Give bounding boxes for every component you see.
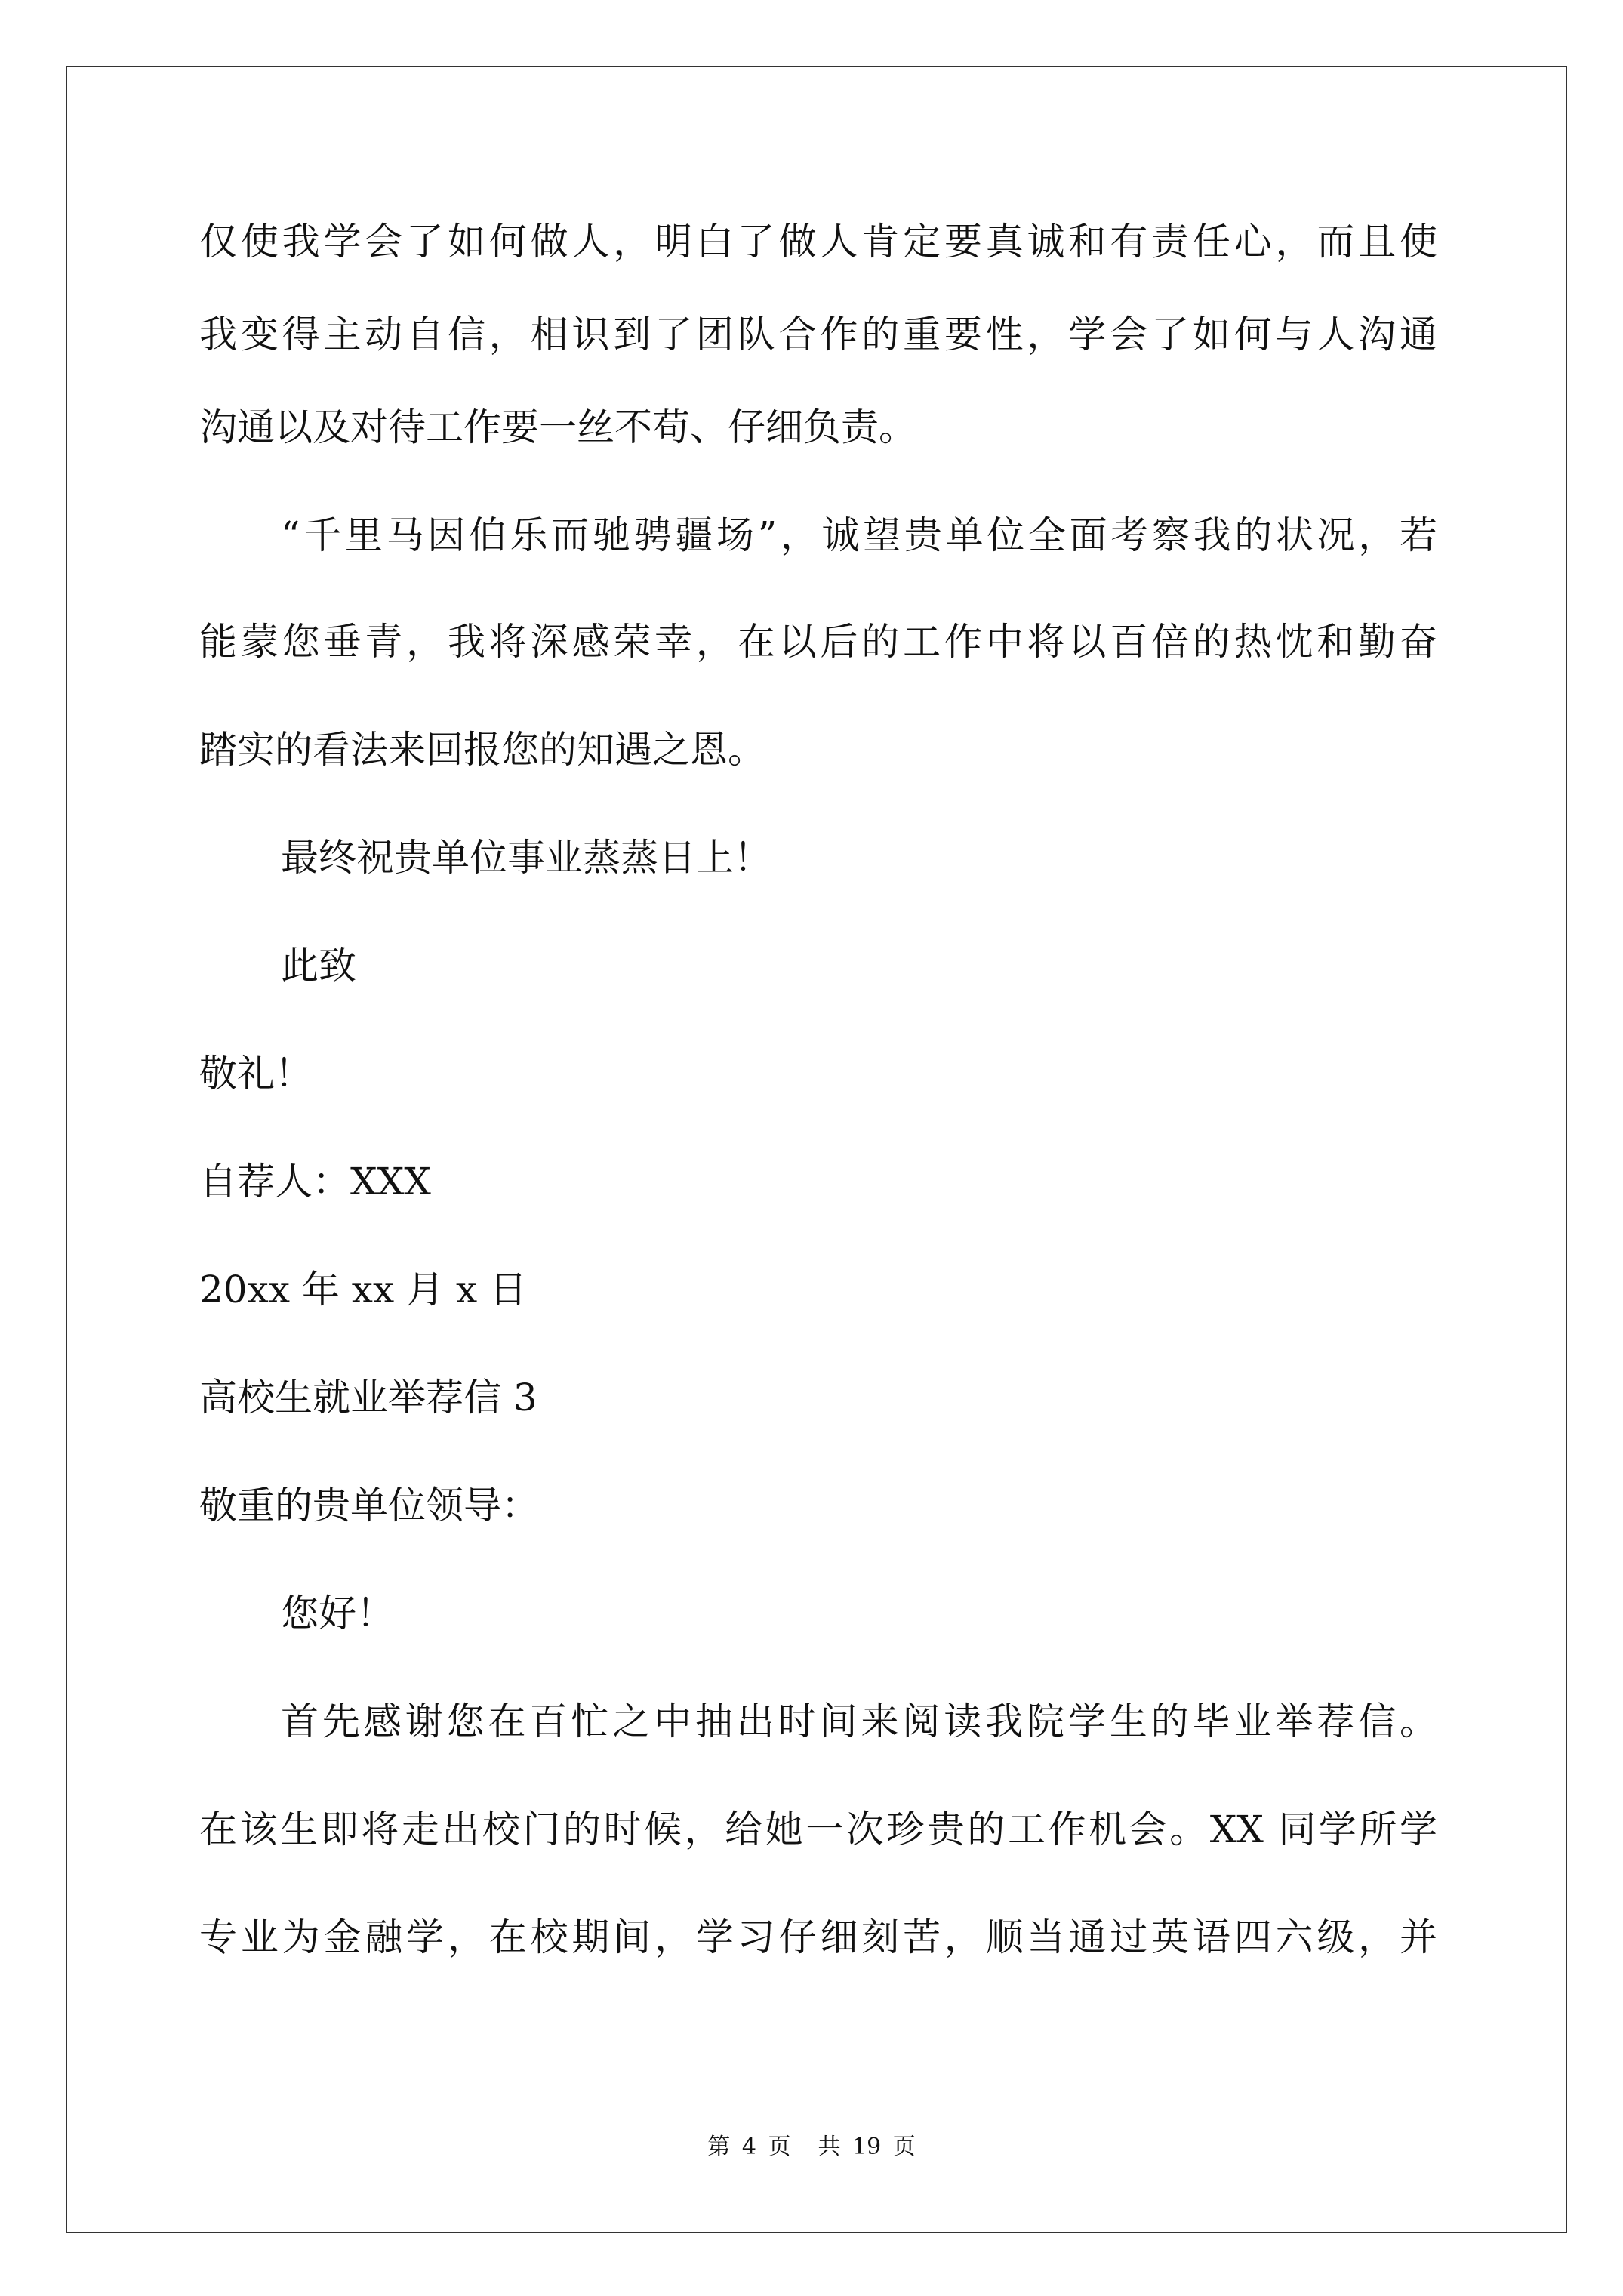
signature-line: 自荐人：XXX — [199, 1160, 431, 1203]
text-line: 能蒙您垂青，我将深感荣幸，在以后的工作中将以百倍的热忱和勤奋 — [199, 620, 1437, 664]
date-line: 20xx 年 xx 月 x 日 — [199, 1268, 528, 1311]
salutation-line: 敬礼！ — [199, 1052, 313, 1096]
page-total: 共 19 页 — [818, 2134, 916, 2160]
text-line: 首先感谢您在百忙之中抽出时间来阅读我院学生的毕业举荐信。 — [281, 1700, 1437, 1743]
text-line: 我变得主动自信，相识到了团队合作的重要性，学会了如何与人沟通 — [199, 313, 1437, 356]
text-line: 踏实的看法来回报您的知遇之恩。 — [199, 728, 765, 772]
text-line: 在该生即将走出校门的时候，给她一次珍贵的工作机会。XX 同学所学 — [199, 1808, 1437, 1851]
closing-line: 此致 — [281, 944, 356, 988]
page-footer — [0, 2128, 1623, 2161]
page-number: 第 4 页 — [707, 2134, 791, 2160]
greeting-line: 敬重的贵单位领导： — [199, 1484, 539, 1527]
section-title: 高校生就业举荐信 3 — [199, 1376, 537, 1419]
text-line: 最终祝贵单位事业蒸蒸日上！ — [281, 836, 771, 880]
text-line: 专业为金融学，在校期间，学习仔细刻苦，顺当通过英语四六级，并 — [199, 1915, 1437, 1959]
text-line: 沟通以及对待工作要一丝不苟、仔细负责。 — [199, 405, 916, 449]
text-line: 您好！ — [281, 1592, 394, 1635]
page-border — [66, 66, 1567, 2233]
text-line: 仅使我学会了如何做人，明白了做人肯定要真诚和有责任心，而且使 — [199, 220, 1437, 264]
text-line: “千里马因伯乐而驰骋疆场”，诚望贵单位全面考察我的状况，若 — [281, 513, 1437, 557]
